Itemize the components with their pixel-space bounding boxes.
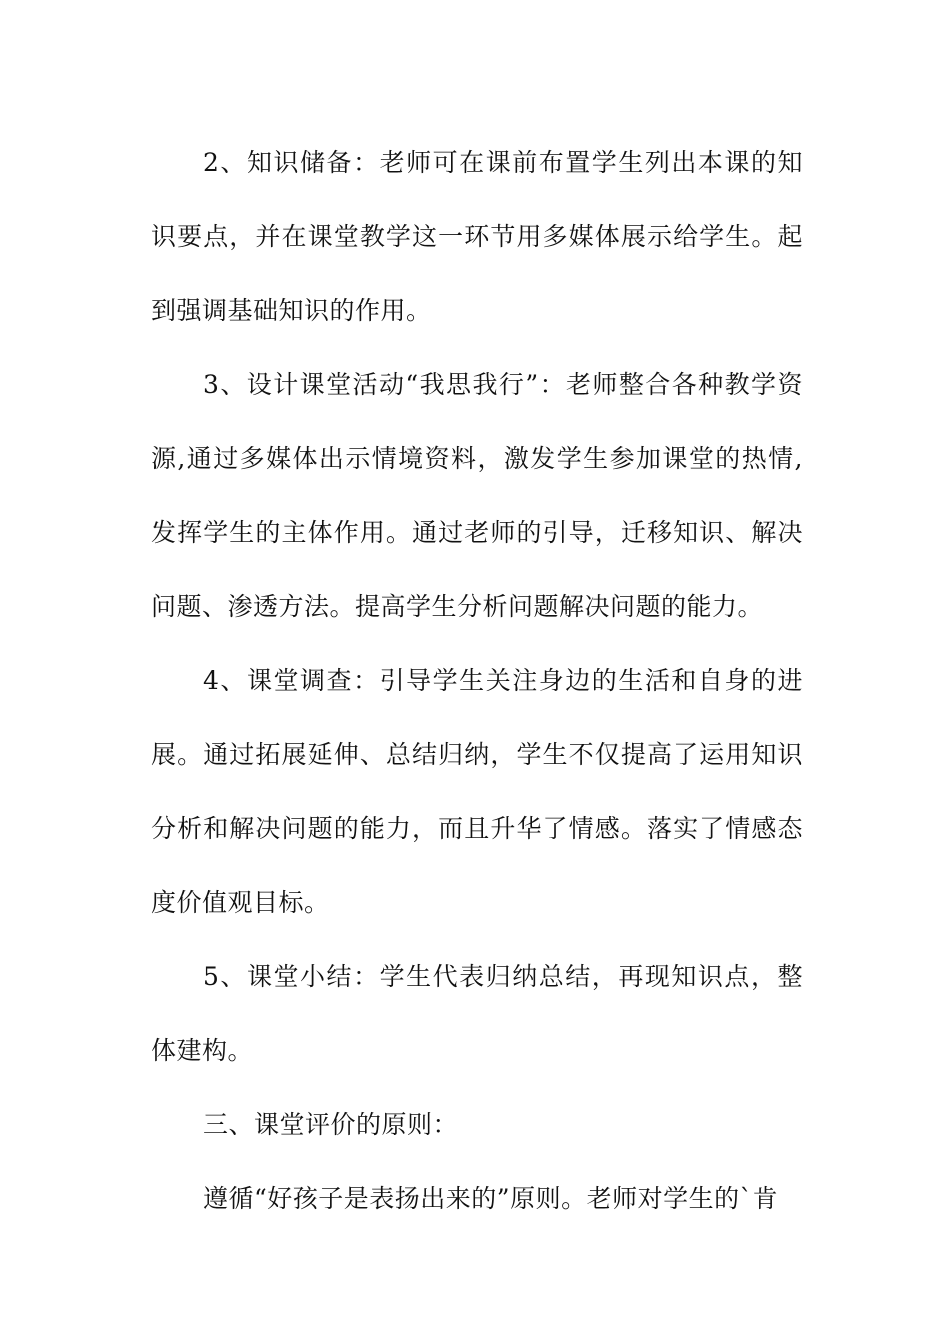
paragraph-classroom-summary: 5、课堂小结：学生代表归纳总结，再现知识点，整体建构。 — [151, 962, 803, 1065]
paragraph-evaluation-principle: 遵循“好孩子是表扬出来的”原则。老师对学生的`肯 — [203, 1184, 779, 1213]
document-body — [151, 126, 803, 1236]
paragraph-classroom-survey: 4、课堂调查：引导学生关注身边的生活和自身的进展。通过拓展延伸、总结归纳，学生不仅提高了运用知识分析和解决问题的能力，而且升华了情感。落实了情感态度价值观目标。 — [151, 666, 803, 917]
section-heading-evaluation-principles: 三、课堂评价的原则： — [203, 1110, 459, 1139]
paragraph-classroom-activity: 3、设计课堂活动“我思我行”：老师整合各种教学资源,通过多媒体出示情境资料，激发学生参加课堂的热情,发挥学生的主体作用。通过老师的引导，迁移知识、解决问题、渗透方法。提高学生分析问题解决问题的能力。 — [151, 370, 803, 621]
paragraph-knowledge-preparation: 2、知识储备：老师可在课前布置学生列出本课的知识要点，并在课堂教学这一环节用多媒体展示给学生。起到强调基础知识的作用。 — [151, 148, 803, 325]
